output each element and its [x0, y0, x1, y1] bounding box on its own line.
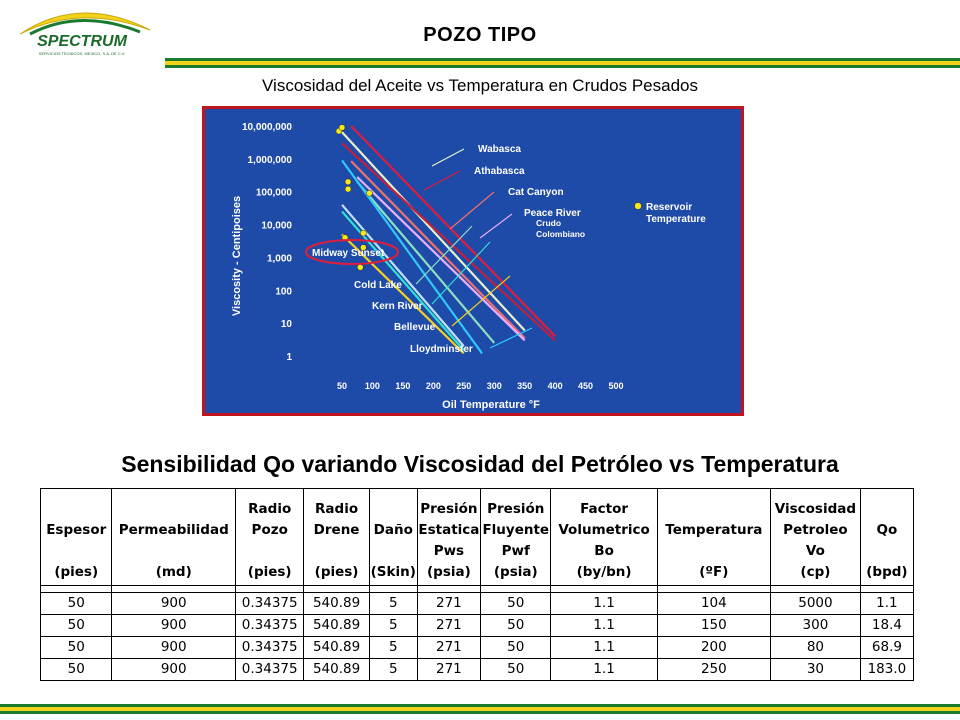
table-cell: 1.1 — [551, 659, 657, 681]
column-header-line: Factor — [580, 501, 629, 517]
reservoir-point — [357, 264, 363, 270]
header-gap-cell — [41, 586, 112, 593]
table-cell: 271 — [417, 593, 480, 615]
reservoir-point — [339, 125, 345, 131]
table-cell: 1.1 — [551, 637, 657, 659]
table-cell: 540.89 — [304, 637, 369, 659]
column-header-line: Daño — [373, 522, 413, 538]
column-header — [236, 489, 304, 586]
x-tick-label: 400 — [547, 381, 563, 391]
x-tick-label: 500 — [608, 381, 624, 391]
series-label: Kern River — [372, 301, 423, 312]
y-tick-label: 100 — [275, 286, 292, 298]
table-cell: 0.34375 — [236, 659, 304, 681]
table-cell: 50 — [41, 615, 112, 637]
table-header-gap — [41, 586, 914, 593]
column-header-line: (bpd) — [866, 564, 908, 580]
sensitivity-table — [40, 488, 914, 687]
column-header-line: Radio — [248, 501, 292, 517]
column-header — [481, 489, 551, 586]
header-stripe — [165, 58, 960, 68]
x-tick-label: 200 — [425, 381, 441, 391]
column-header-line: (pies) — [54, 564, 99, 580]
table-cell: 50 — [41, 659, 112, 681]
series-label-line: Crudo — [536, 218, 562, 228]
column-header-line: (Skin) — [370, 564, 416, 580]
header-gap-cell — [112, 586, 236, 593]
page-title: POZO TIPO — [423, 24, 537, 46]
table-cell: 50 — [41, 637, 112, 659]
column-header-line — [861, 541, 913, 562]
table-cell: 183.0 — [860, 659, 913, 681]
column-header — [771, 489, 861, 586]
legend-marker — [635, 203, 642, 210]
series-label: Lloydminster — [410, 344, 473, 355]
viscosity-chart — [202, 106, 744, 416]
series-label: Wabasca — [478, 144, 521, 155]
table-cell: 50 — [481, 615, 551, 637]
series-label: Bellevue — [394, 322, 436, 333]
series-label: Peace River — [524, 208, 581, 219]
table-row — [41, 615, 914, 637]
footer-stripe — [0, 704, 960, 714]
column-header-line: Vo — [805, 543, 825, 559]
table-row — [41, 637, 914, 659]
reservoir-point — [345, 179, 351, 185]
table-cell: 5 — [369, 659, 417, 681]
column-header-line — [112, 541, 235, 562]
column-header-line — [236, 541, 303, 562]
column-header-line: (by/bn) — [576, 564, 632, 580]
header-gap-cell — [657, 586, 770, 593]
series-label: Athabasca — [474, 166, 525, 177]
y-tick-label: 1,000 — [266, 253, 292, 265]
column-header-line: (ºF) — [699, 564, 729, 580]
column-header-line: Estatica — [418, 522, 480, 538]
column-header-line — [370, 541, 417, 562]
header-gap-cell — [551, 586, 657, 593]
table-cell: 18.4 — [860, 615, 913, 637]
column-header-line: Radio — [315, 501, 359, 517]
table-cell: 0.34375 — [236, 615, 304, 637]
column-header-line: Pwf — [501, 543, 530, 559]
table-cell: 0.34375 — [236, 593, 304, 615]
column-header — [304, 489, 369, 586]
header-gap-cell — [860, 586, 913, 593]
x-tick-label: 50 — [336, 381, 348, 391]
x-tick-label: 150 — [395, 381, 411, 391]
reservoir-point — [360, 230, 366, 236]
table-cell: 50 — [481, 593, 551, 615]
table-cell: 250 — [657, 659, 770, 681]
table-cell: 900 — [112, 637, 236, 659]
header-gap-cell — [369, 586, 417, 593]
column-header-line: Temperatura — [665, 522, 763, 538]
column-header — [369, 489, 417, 586]
column-header-line: Drene — [313, 522, 360, 538]
header-gap-cell — [771, 586, 861, 593]
column-header — [657, 489, 770, 586]
header-gap-cell — [481, 586, 551, 593]
table-cell: 50 — [481, 659, 551, 681]
table-cell: 271 — [417, 659, 480, 681]
column-header-line: Petroleo — [783, 522, 848, 538]
chart-svg — [202, 106, 744, 416]
header-gap-cell — [304, 586, 369, 593]
table-cell: 5 — [369, 637, 417, 659]
table-cell: 300 — [771, 615, 861, 637]
series-label: Midway Sunset — [312, 248, 385, 259]
table-cell: 0.34375 — [236, 637, 304, 659]
table-cell: 540.89 — [304, 593, 369, 615]
column-header-line: (md) — [155, 564, 192, 580]
y-tick-label: 10,000 — [261, 220, 292, 232]
x-tick-label: 100 — [364, 381, 380, 391]
column-header-line: Fluyente — [482, 522, 550, 538]
column-header-line — [658, 541, 770, 562]
column-header-line: Pozo — [251, 522, 288, 538]
y-tick-label: 1,000,000 — [247, 154, 292, 166]
logo-text: SPECTRUM — [37, 33, 127, 50]
x-tick-label: 450 — [578, 381, 594, 391]
y-tick-label: 10 — [280, 319, 292, 331]
legend-label-line: Temperature — [646, 214, 706, 225]
y-axis-label: Viscosity - Centipoises — [231, 195, 243, 317]
column-header-line: (psia) — [427, 564, 471, 580]
table-cell: 80 — [771, 637, 861, 659]
x-tick-label: 350 — [517, 381, 533, 391]
table-cell: 68.9 — [860, 637, 913, 659]
column-header-line — [304, 541, 368, 562]
table-cell: 50 — [481, 637, 551, 659]
column-header-line: Presión — [487, 501, 545, 517]
table-cell: 900 — [112, 593, 236, 615]
column-header — [860, 489, 913, 586]
table-row — [41, 659, 914, 681]
y-tick-label: 100,000 — [255, 187, 292, 199]
table-cell: 104 — [657, 593, 770, 615]
table-cell: 1.1 — [551, 615, 657, 637]
table-cell: 50 — [41, 593, 112, 615]
table-cell: 900 — [112, 659, 236, 681]
column-header — [551, 489, 657, 586]
legend-label-line: Reservoir — [646, 202, 693, 213]
y-tick-label: 10,000,000 — [241, 122, 292, 133]
column-header-line: Presión — [420, 501, 478, 517]
column-header-line: Viscosidad — [774, 501, 857, 517]
table-cell: 5 — [369, 593, 417, 615]
column-header-line: Qo — [876, 522, 898, 538]
table-cell: 900 — [112, 615, 236, 637]
table-cell: 540.89 — [304, 615, 369, 637]
column-header-line: (pies) — [247, 564, 292, 580]
table-cell: 1.1 — [551, 593, 657, 615]
header-gap-cell — [236, 586, 304, 593]
table-cell: 200 — [657, 637, 770, 659]
reservoir-point — [366, 190, 372, 196]
logo-tagline: SERVICIOS TECNICOS, MEXICO, S.A. DE C.V. — [38, 51, 126, 56]
column-header — [417, 489, 480, 586]
series-label-line: Colombiano — [536, 229, 586, 239]
column-header-line: (pies) — [314, 564, 359, 580]
column-header-line: Pws — [433, 543, 465, 559]
column-header-line: Volumetrico — [558, 522, 650, 538]
reservoir-point — [345, 186, 351, 192]
x-axis-label: Oil Temperature °F — [442, 399, 540, 411]
table-cell: 1.1 — [860, 593, 913, 615]
table-cell: 5 — [369, 615, 417, 637]
header-gap-cell — [417, 586, 480, 593]
table-header-row — [41, 489, 914, 586]
column-header-line: Espesor — [46, 522, 107, 538]
table-row — [41, 593, 914, 615]
series-label: Cold Lake — [354, 280, 402, 291]
column-header — [41, 489, 112, 586]
column-header-line: (cp) — [800, 564, 831, 580]
series-label: Cat Canyon — [508, 187, 564, 198]
table-cell: 271 — [417, 615, 480, 637]
column-header — [112, 489, 236, 586]
chart-subtitle: Viscosidad del Aceite vs Temperatura en Crudos Pesados — [262, 76, 698, 95]
x-tick-label: 300 — [486, 381, 502, 391]
table-cell: 271 — [417, 637, 480, 659]
x-tick-label: 250 — [456, 381, 472, 391]
column-header-line: (psia) — [493, 564, 538, 580]
table-cell: 30 — [771, 659, 861, 681]
table-cell: 540.89 — [304, 659, 369, 681]
column-header-line: Permeabilidad — [118, 522, 229, 538]
column-header-line — [41, 541, 111, 562]
table-title: Sensibilidad Qo variando Viscosidad del Petróleo vs Temperatura — [121, 451, 839, 477]
y-tick-label: 1 — [286, 352, 292, 363]
column-header-line: Bo — [594, 543, 614, 559]
table-cell: 5000 — [771, 593, 861, 615]
table-cell: 150 — [657, 615, 770, 637]
